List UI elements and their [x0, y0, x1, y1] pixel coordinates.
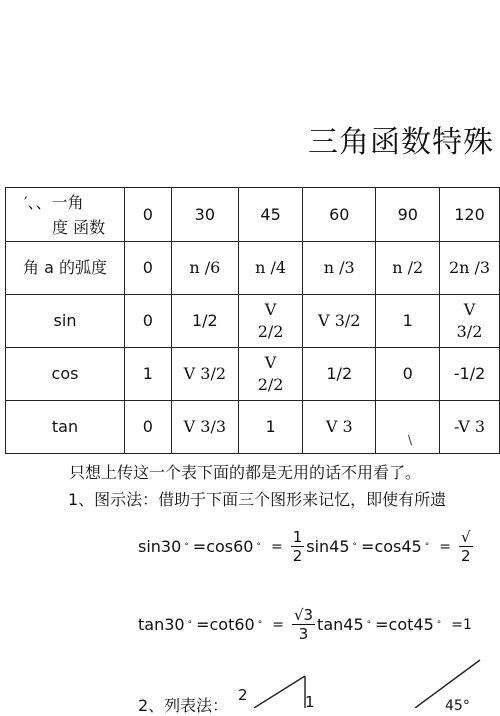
denominator: 2: [292, 547, 303, 565]
table-cell: V 3/2: [303, 295, 376, 348]
tick-mark: \: [408, 433, 413, 447]
row-label: sin: [6, 295, 125, 348]
formula-term: tan30: [138, 615, 185, 634]
table-cell: 0: [124, 401, 171, 454]
table-cell: 1: [376, 295, 440, 348]
table-cell: 1/2: [171, 295, 239, 348]
numerator: √3: [293, 606, 314, 624]
table-cell: V 3: [303, 401, 376, 454]
formula-term: =cos45: [361, 537, 422, 556]
numerator: 1: [292, 528, 303, 546]
triangle-hypotenuse: [254, 676, 305, 708]
denominator: 2: [460, 547, 471, 565]
angle-header: 90: [376, 188, 440, 242]
denominator: 3: [298, 625, 309, 643]
page-title: 三角函数特殊: [308, 125, 494, 160]
table-cell: n /4: [239, 242, 303, 295]
row-label: 角 a 的弧度: [6, 242, 125, 295]
angle-header: 0: [124, 188, 171, 242]
formula-term: sin30: [138, 537, 182, 556]
triangle-angle-label: 45°: [445, 698, 470, 714]
angle-header: 30: [171, 188, 239, 242]
table-cell: V 2/2: [239, 295, 303, 348]
corner-label-bottom: 度 函数: [52, 218, 106, 237]
table-cell: V 3/3: [171, 401, 239, 454]
table-cell: -1/2: [440, 348, 500, 401]
table-cell: 0: [124, 295, 171, 348]
table-cell: 1: [124, 348, 171, 401]
degree-sign: °: [424, 541, 430, 552]
note-text: 只想上传这一个表下面的都是无用的话不用看了。: [69, 463, 422, 482]
degree-sign: °: [436, 619, 442, 630]
table-cell: 1: [239, 401, 303, 454]
equals-sign: =: [270, 538, 283, 555]
degree-sign: °: [366, 619, 372, 630]
formula-term: =cot60: [196, 615, 255, 634]
degree-sign: °: [184, 541, 189, 552]
table-cell: n /3: [303, 242, 376, 295]
numerator: √: [460, 528, 471, 546]
equals-sign: =1: [451, 616, 472, 633]
degree-sign: °: [187, 619, 193, 630]
table-cell: 1/2: [303, 348, 376, 401]
table-cell: V 3/2: [440, 295, 500, 348]
angle-header: 45: [239, 188, 303, 242]
equals-sign: =: [272, 616, 284, 633]
angle-header: 60: [303, 188, 376, 242]
triangle-side-label: 1: [305, 693, 315, 711]
row-label: tan: [6, 401, 125, 454]
table-cell: 2n /3: [440, 242, 500, 295]
formula-term: =cot45: [375, 615, 434, 634]
formula-term: sin45: [306, 537, 350, 556]
corner-label-top: ′、、一角: [24, 193, 84, 212]
table-cell: 0: [376, 348, 440, 401]
angle-header: 120: [440, 188, 500, 242]
table-cell: n /2: [376, 242, 440, 295]
table-cell: n /6: [171, 242, 239, 295]
formula-term: tan45: [317, 615, 364, 634]
degree-sign: °: [256, 541, 261, 552]
degree-sign: °: [257, 619, 263, 630]
table-cell: V 3/2: [171, 348, 239, 401]
equals-sign: =: [439, 538, 451, 555]
row-label: cos: [6, 348, 125, 401]
triangle-side-label: 2: [238, 686, 248, 704]
table-cell: V 2/2: [239, 348, 303, 401]
table-cell: 0: [124, 242, 171, 295]
table-cell: -V 3: [440, 401, 500, 454]
formula-term: =cos60: [192, 537, 254, 556]
method2-label: 2、列表法：: [138, 696, 229, 715]
method1-text: 1、图示法：借助于下面三个图形来记忆，即使有所遗: [68, 490, 447, 509]
degree-sign: °: [352, 541, 358, 552]
